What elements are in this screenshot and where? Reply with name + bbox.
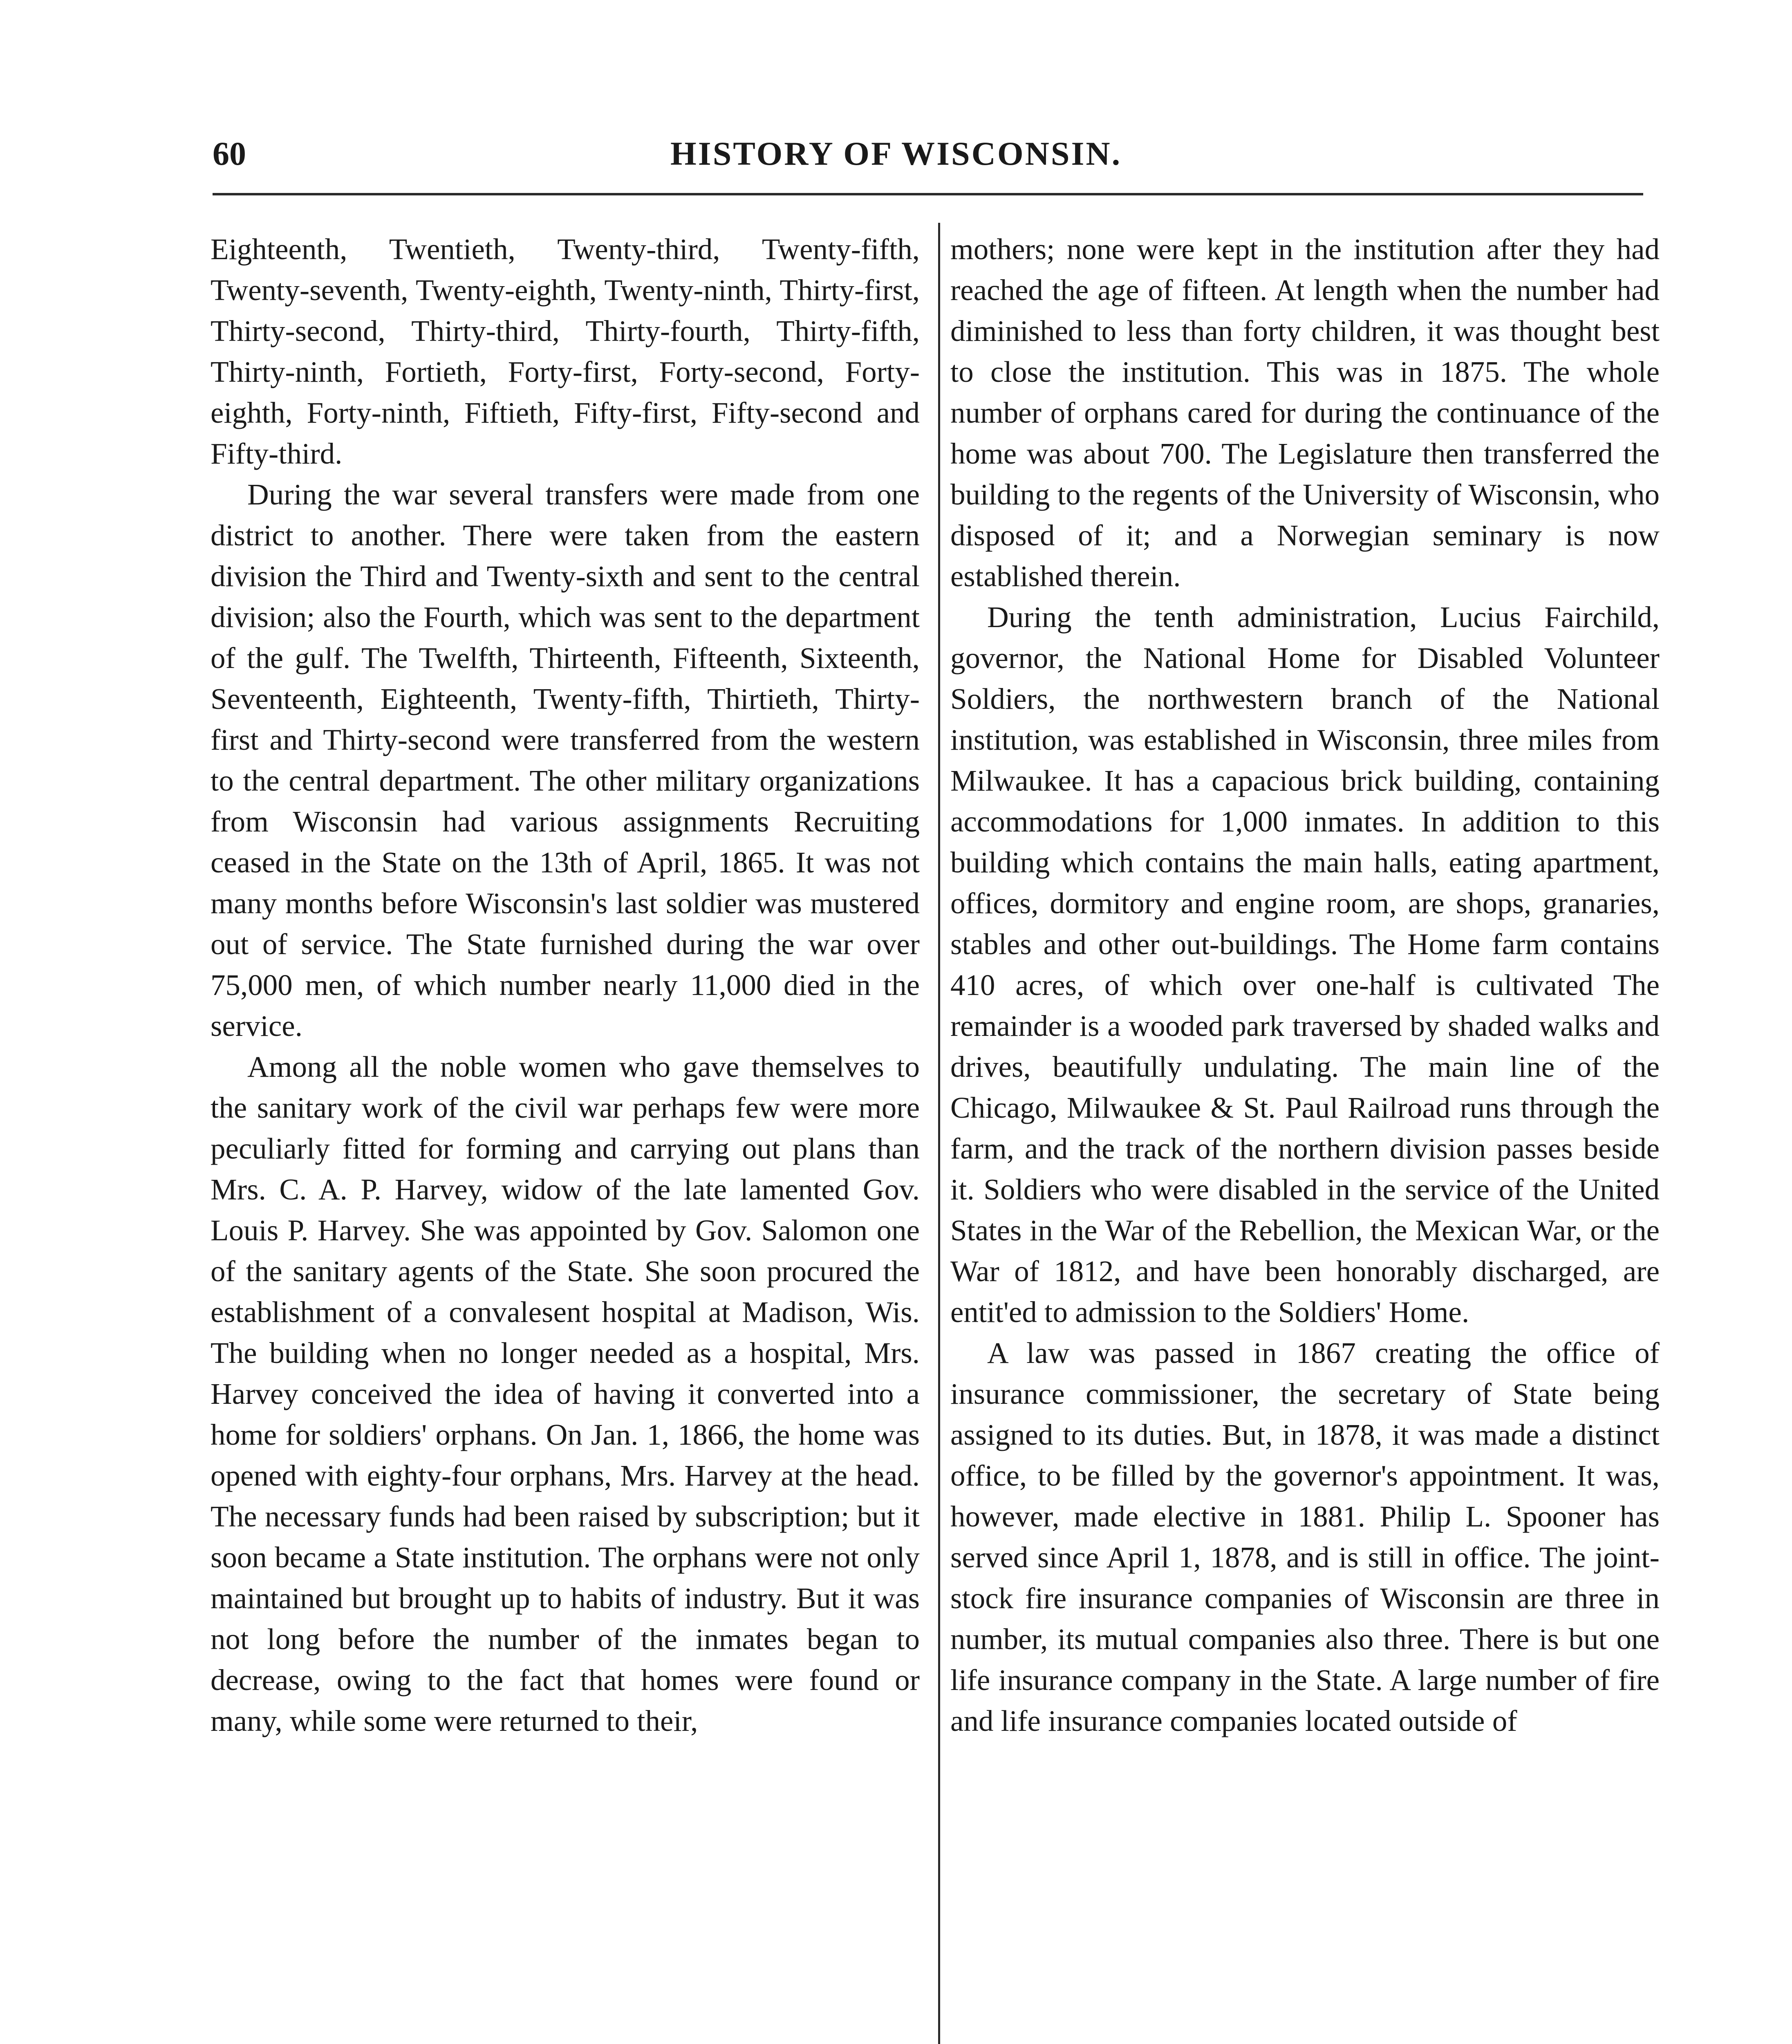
paragraph: During the tenth administration, Lucius Fairchild, governor, the National Home for Disabled Volunteer Soldiers, the northwestern branch of the National institution, was established in Wisconsin, three miles from Milwaukee. It has a capacious brick building, containing accommodations for 1,000 inmates. In addition to this building which contains the main halls, eating apartment, offices, dormitory and engine room, are shops, granaries, stables and other out-buildings. The Home farm contains 410 acres, of which over one-half is cultivated The remainder is a wooded park traversed by shaded walks and drives, beautifully undulating. The main line of the Chicago, Milwaukee & St. Paul Railroad runs through the farm, and the track of the northern division passes beside it. Soldiers who were disabled in the service of the United States in the War of the Rebellion, the Mexican War, or the War of 1812, and have been honorably discharged, are entit'ed to admission to the Soldiers' Home. — [950, 601, 1660, 1329]
paragraph: During the war several transfers were made from one district to another. There were taken from the eastern division the Third and Twenty-sixth and sent to the central division; also the Fourth, which was sent to the department of the gulf. The Twelfth, Thirteenth, Fifteenth, Sixteenth, Seventeenth, Eighteenth, Twenty-fifth, Thirtieth, Thirty-first and Thirty-second were transferred from the western to the central department. The other military organizations from Wisconsin had various assignments Recruiting ceased in the State on the 13th of April, 1865. It was not many months before Wisconsin's last soldier was mustered out of service. The State furnished during the war over 75,000 men, of which number nearly 11,000 died in the service. — [211, 478, 920, 1042]
left-column — [211, 229, 920, 1741]
page-number: 60 — [213, 135, 246, 172]
paragraph: mothers; none were kept in the institution after they had reached the age of fifteen. At length when the number had diminished to less than forty children, it was thought best to close the institution. This was in 1875. The whole number of orphans cared for during the continuance of the home was about 700. The Legislature then transferred the building to the regents of the University of Wisconsin, who disposed of it; and a Norwegian seminary is now established therein. — [950, 233, 1660, 593]
paragraph: A law was passed in 1867 creating the office of insurance commissioner, the secretary of State being assigned to its duties. But, in 1878, it was made a distinct office, to be filled by the governor's appointment. It was, however, made elective in 1881. Philip L. Spooner has served since April 1, 1878, and is still in office. The joint-stock fire insurance companies of Wisconsin are three in number, its mutual companies also three. There is but one life insurance company in the State. A large number of fire and life insurance companies located outside of — [950, 1336, 1660, 1737]
header-rule — [213, 193, 1643, 195]
paragraph: Among all the noble women who gave themselves to the sanitary work of the civil war perhaps few were more peculiarly fitted for forming and carrying out plans than Mrs. C. A. P. Harvey, widow of the late lamented Gov. Louis P. Harvey. She was appointed by Gov. Salomon one of the sanitary agents of the State. She soon procured the establishment of a convalesent hospital at Madison, Wis. The building when no longer needed as a hospital, Mrs. Harvey conceived the idea of having it converted into a home for soldiers' orphans. On Jan. 1, 1866, the home was opened with eighty-four orphans, Mrs. Harvey at the head. The necessary funds had been raised by subscription; but it soon became a State institution. The orphans were not only maintained but brought up to habits of industry. But it was not long before the number of the inmates began to decrease, owing to the fact that homes were found or many, while some were returned to their, — [211, 1050, 920, 1737]
column-divider — [938, 223, 940, 2044]
page-title: HISTORY OF WISCONSIN. — [670, 135, 1122, 172]
paragraph: Eighteenth, Twentieth, Twenty-third, Twenty-fifth, Twenty-seventh, Twenty-eighth, Twenty-ninth, Thirty-first, Thirty-second, Thirty-third, Thirty-fourth, Thirty-fifth, Thirty-ninth, Fortieth, Forty-first, Forty-second, Forty-eighth, Forty-ninth, Fiftieth, Fifty-first, Fifty-second and Fifty-third. — [211, 233, 920, 470]
right-column — [950, 229, 1660, 1741]
